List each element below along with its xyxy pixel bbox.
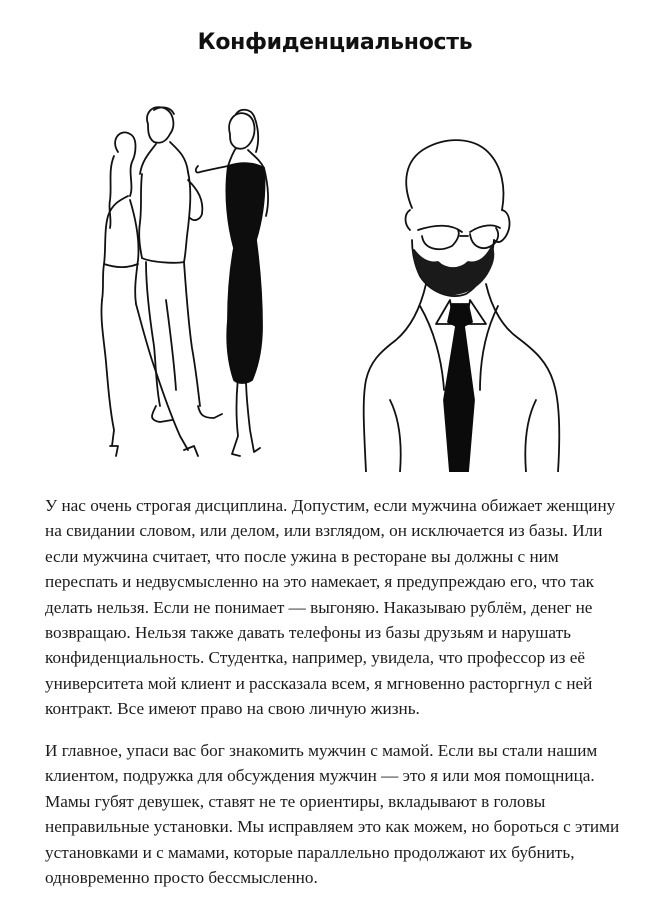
illustration	[90, 100, 570, 472]
page-title: Конфиденциальность	[197, 30, 473, 55]
ink-drawing-people	[90, 100, 570, 472]
black-dress	[226, 163, 264, 383]
figure-man-middle	[139, 107, 222, 422]
paragraph-1: У нас очень строгая дисциплина. Допустим, если мужчина обижает женщину на свидании словом, или делом, или взглядом, он исключается из базы. Или если мужчина считает, что после ужина в ресторане вы должны с ним переспать и недвусмысленно на это намекает, я предупреждаю его, что так делать нельзя. Если не понимает — выгоняю. Наказываю рублём, денег не возвращаю. Нельзя также давать телефоны из базы друзьям и нарушать конфиденциальность. Студентка, например, увидела, что профессор из её университета мой клиент и рассказала всем, я мгновенно расторгнул с ней контракт. Все имеют право на свою личную жизнь.	[45, 496, 616, 719]
paragraph-2: И главное, упаси вас бог знакомить мужчин с мамой. Если вы стали нашим клиентом, подружка для обсуждения мужчин — это я или моя помощница. Мамы губят девушек, ставят не те ориентиры, вкладывают в головы неправильные установки. Мы исправляем это как можем, но бороться с этими установками и с мамами, которые параллельно продолжают их бубнить, одновременно просто бессмысленно.	[45, 741, 620, 888]
figure-woman-left	[101, 132, 198, 456]
necktie	[444, 304, 474, 472]
